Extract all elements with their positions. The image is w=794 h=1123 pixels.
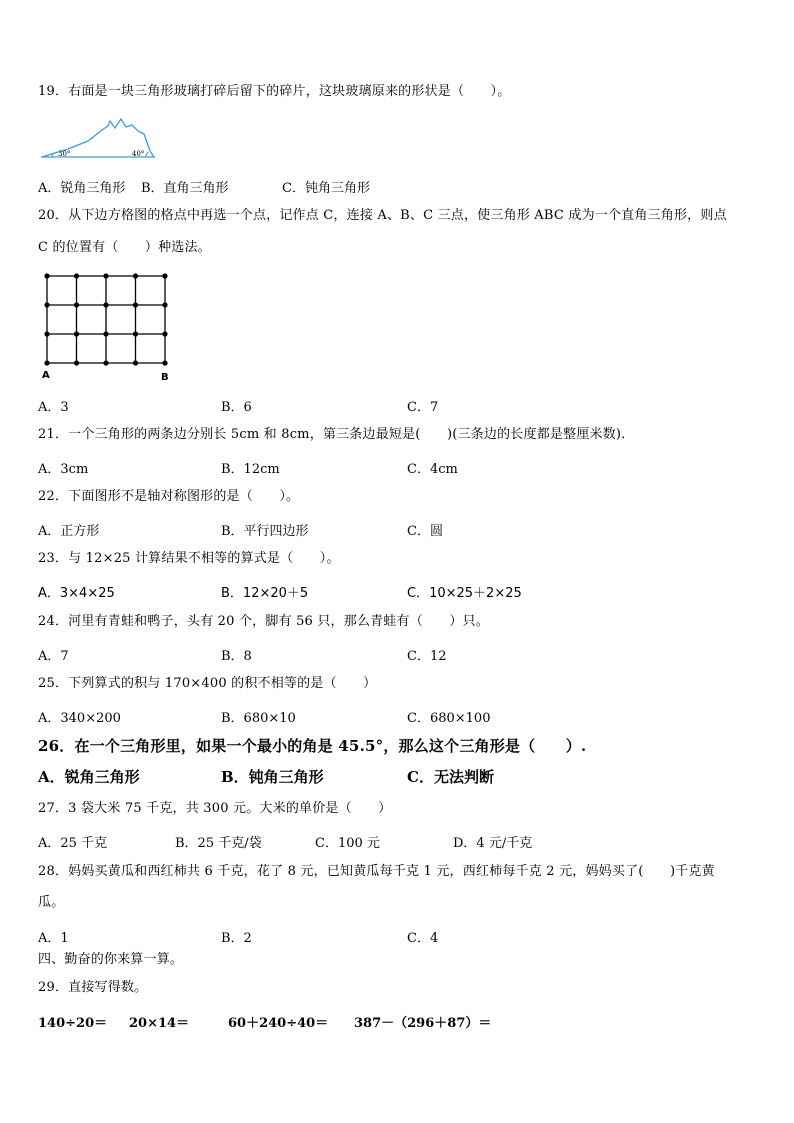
q20-option-c[interactable]: C．7: [407, 400, 439, 415]
q24-text: 24．河里有青蛙和鸭子，头有 20 个，脚有 56 只，那么青蛙有（ ）只。: [38, 614, 489, 629]
q28-text-line2: 瓜。: [38, 895, 65, 910]
q27-option-c[interactable]: C．100 元: [315, 836, 380, 851]
q26-options: [38, 768, 738, 786]
q20-text-line2: C 的位置有（ ）种选法。: [38, 240, 211, 255]
section-4-title: 四、勤奋的你来算一算。: [38, 952, 184, 967]
q26-option-b[interactable]: B．钝角三角形: [221, 768, 324, 786]
q23-options: [38, 582, 738, 601]
q28-text-line1: 28．妈妈买黄瓜和西红柿共 6 千克，花了 8 元，已知黄瓜每千克 1 元，西红柿每千克 2 元，妈妈买了( )千克黄: [38, 864, 715, 879]
q28-option-c[interactable]: C．4: [407, 931, 439, 946]
q27-option-a[interactable]: A．25 千克: [38, 836, 108, 851]
q20-options: [38, 396, 738, 415]
q28-options: [38, 927, 738, 946]
angle-40-label: 40°: [132, 150, 145, 158]
q29-calc-row: [38, 1012, 738, 1031]
q23-option-b[interactable]: B．12×20＋5: [221, 586, 309, 601]
q19-options: [38, 177, 738, 196]
q24-option-a[interactable]: A．7: [38, 649, 69, 664]
q23-text: 23．与 12×25 计算结果不相等的算式是（ ）。: [38, 551, 340, 566]
q27-text: 27．3 袋大米 75 千克，共 300 元。大米的单价是（ ）: [38, 801, 392, 816]
q22-text: 22．下面图形不是轴对称图形的是（ ）。: [38, 489, 300, 504]
q22-option-a[interactable]: A．正方形: [38, 524, 100, 539]
q26-option-c[interactable]: C．无法判断: [407, 768, 494, 786]
q24-option-c[interactable]: C．12: [407, 649, 447, 664]
q27-option-b[interactable]: B．25 千克/袋: [175, 836, 262, 851]
q23-option-a[interactable]: A．3×4×25: [38, 586, 115, 601]
calc-item-3[interactable]: 60＋240÷40＝: [228, 1016, 329, 1031]
q19-option-c[interactable]: C．钝角三角形: [282, 181, 370, 196]
q21-options: [38, 458, 738, 477]
glass-fragment-figure: [38, 116, 158, 162]
q24-option-b[interactable]: B．8: [221, 649, 252, 664]
q21-option-a[interactable]: A．3cm: [38, 462, 89, 477]
q22-options: [38, 520, 738, 539]
q27-options: [38, 832, 738, 851]
q27-option-d[interactable]: D．4 元/千克: [453, 836, 533, 851]
q23-option-c[interactable]: C．10×25＋2×25: [407, 586, 522, 601]
calc-item-1[interactable]: 140÷20＝: [38, 1016, 108, 1031]
q28-option-b[interactable]: B．2: [221, 931, 252, 946]
q19-option-a[interactable]: A．锐角三角形: [38, 181, 126, 196]
grid-figure: [38, 270, 178, 384]
q25-option-c[interactable]: C．680×100: [407, 711, 491, 726]
angle-30-label: 30°: [58, 150, 71, 158]
q20-text-line1: 20．从下边方格图的格点中再选一个点，记作点 C，连接 A、B、C 三点，使三角形 ABC 成为一个直角三角形，则点: [38, 208, 727, 223]
q28-option-a[interactable]: A．1: [38, 931, 69, 946]
q19-option-b[interactable]: B．直角三角形: [141, 181, 229, 196]
q25-option-a[interactable]: A．340×200: [38, 711, 121, 726]
q26-option-a[interactable]: A．锐角三角形: [38, 768, 140, 786]
q20-option-b[interactable]: B．6: [221, 400, 252, 415]
q25-options: [38, 707, 738, 726]
q25-option-b[interactable]: B．680×10: [221, 711, 296, 726]
q20-option-a[interactable]: A．3: [38, 400, 69, 415]
point-b-label: B: [161, 372, 169, 383]
q24-options: [38, 645, 738, 664]
q21-text: 21．一个三角形的两条边分别长 5cm 和 8cm，第三条边最短是( )(三条边的长度都是整厘米数)．: [38, 427, 635, 442]
q22-option-c[interactable]: C．圆: [407, 524, 443, 539]
q19-text: 19．右面是一块三角形玻璃打碎后留下的碎片，这块玻璃原来的形状是（ ）。: [38, 84, 511, 99]
calc-item-2[interactable]: 20×14＝: [129, 1016, 190, 1031]
q26-text: 26．在一个三角形里，如果一个最小的角是 45.5°，那么这个三角形是（ ）.: [38, 737, 587, 755]
point-a-label: A: [42, 370, 50, 381]
q22-option-b[interactable]: B．平行四边形: [221, 524, 309, 539]
q21-option-b[interactable]: B．12cm: [221, 462, 280, 477]
q25-text: 25．下列算式的积与 170×400 的积不相等的是（ ）: [38, 676, 377, 691]
q29-text: 29．直接写得数。: [38, 980, 148, 995]
calc-item-4[interactable]: 387－（296＋87）＝: [354, 1016, 492, 1031]
q21-option-c[interactable]: C．4cm: [407, 462, 458, 477]
